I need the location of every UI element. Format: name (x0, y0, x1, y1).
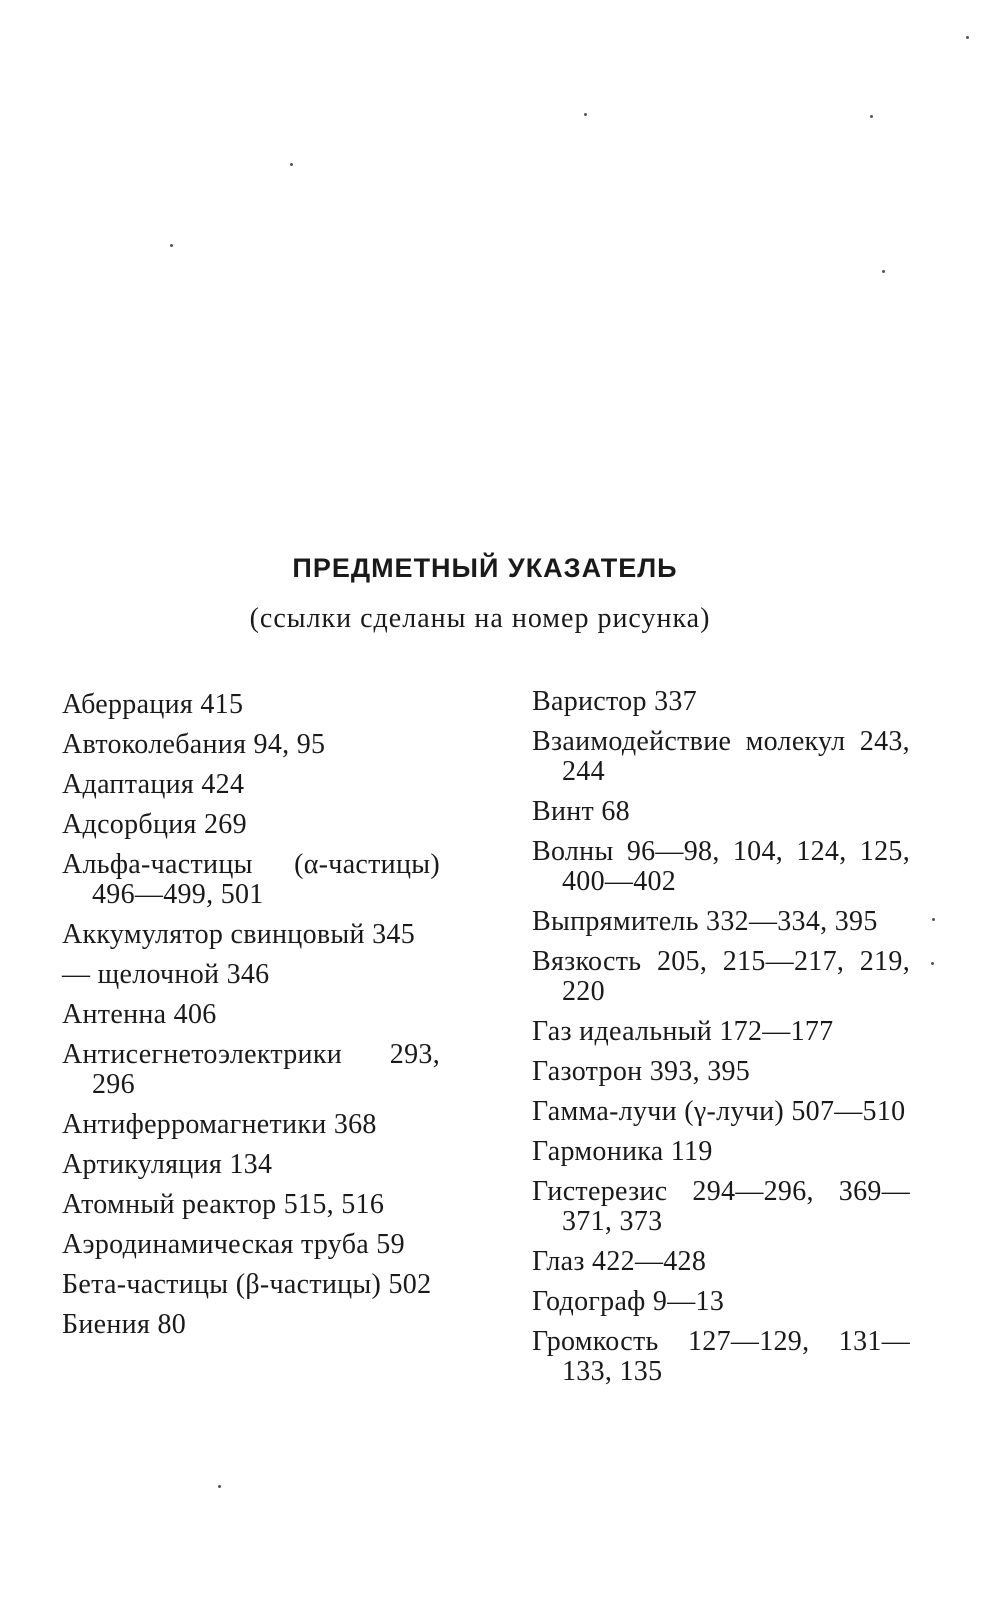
index-entry: Адаптация 424 (62, 769, 245, 800)
page-subtitle: (ссылки сделаны на номер рисунка) (249, 603, 711, 634)
page-title: ПРЕДМЕТНЫЙ УКАЗАТЕЛЬ (292, 553, 678, 583)
index-entry: Варистор 337 (532, 686, 697, 717)
index-entry: Автоколебания 94, 95 (62, 729, 326, 760)
scan-speck (882, 270, 885, 273)
index-entry: Гармоника 119 (532, 1136, 713, 1167)
index-entry: Выпрямитель 332—334, 395 (532, 906, 878, 937)
index-entry: Аккумулятор свинцовый 345 (62, 919, 415, 950)
scan-speck (584, 113, 587, 116)
index-entry: Антенна 406 (62, 999, 217, 1030)
index-entry: Винт 68 (532, 796, 630, 827)
index-entry: Взаимодействие молекул 243, 244 (532, 726, 910, 787)
index-column-right (532, 687, 910, 1397)
index-column-left (62, 690, 440, 1350)
scan-speck (931, 962, 934, 965)
scan-speck (870, 115, 873, 118)
index-entry: Гамма-лучи (γ-лучи) 507—510 (532, 1096, 906, 1127)
index-entry: Антисегнетоэлектрики 293, 296 (62, 1039, 440, 1100)
index-entry: Вязкость 205, 215—217, 219, 220 (532, 946, 910, 1007)
index-entry: Глаз 422—428 (532, 1246, 707, 1277)
index-entry: Атомный реактор 515, 516 (62, 1189, 385, 1220)
index-entry: Альфа-частицы (α-частицы) 496—499, 501 (62, 849, 440, 910)
index-entry: Газ идеальный 172—177 (532, 1016, 834, 1047)
scan-speck (290, 163, 293, 166)
scan-speck (966, 36, 969, 39)
index-entry: — щелочной 346 (62, 959, 270, 990)
index-entry: Биения 80 (62, 1309, 187, 1340)
index-entry: Газотрон 393, 395 (532, 1056, 751, 1087)
index-entry: Артикуляция 134 (62, 1149, 273, 1180)
index-entry: Гистерезис 294—296, 369—371, 373 (532, 1176, 910, 1237)
index-entry: Аэродинамическая труба 59 (62, 1229, 405, 1260)
scan-speck (170, 244, 173, 247)
index-entry: Годограф 9—13 (532, 1286, 725, 1317)
index-entry: Антиферромагнетики 368 (62, 1109, 377, 1140)
scan-speck (218, 1485, 221, 1488)
index-entry: Адсорбция 269 (62, 809, 247, 840)
index-entry: Волны 96—98, 104, 124, 125, 400—402 (532, 836, 910, 897)
index-entry: Громкость 127—129, 131—133, 135 (532, 1326, 910, 1387)
index-entry: Аберрация 415 (62, 689, 244, 720)
index-entry: Бета-частицы (β-частицы) 502 (62, 1269, 432, 1300)
scan-speck (932, 918, 935, 921)
